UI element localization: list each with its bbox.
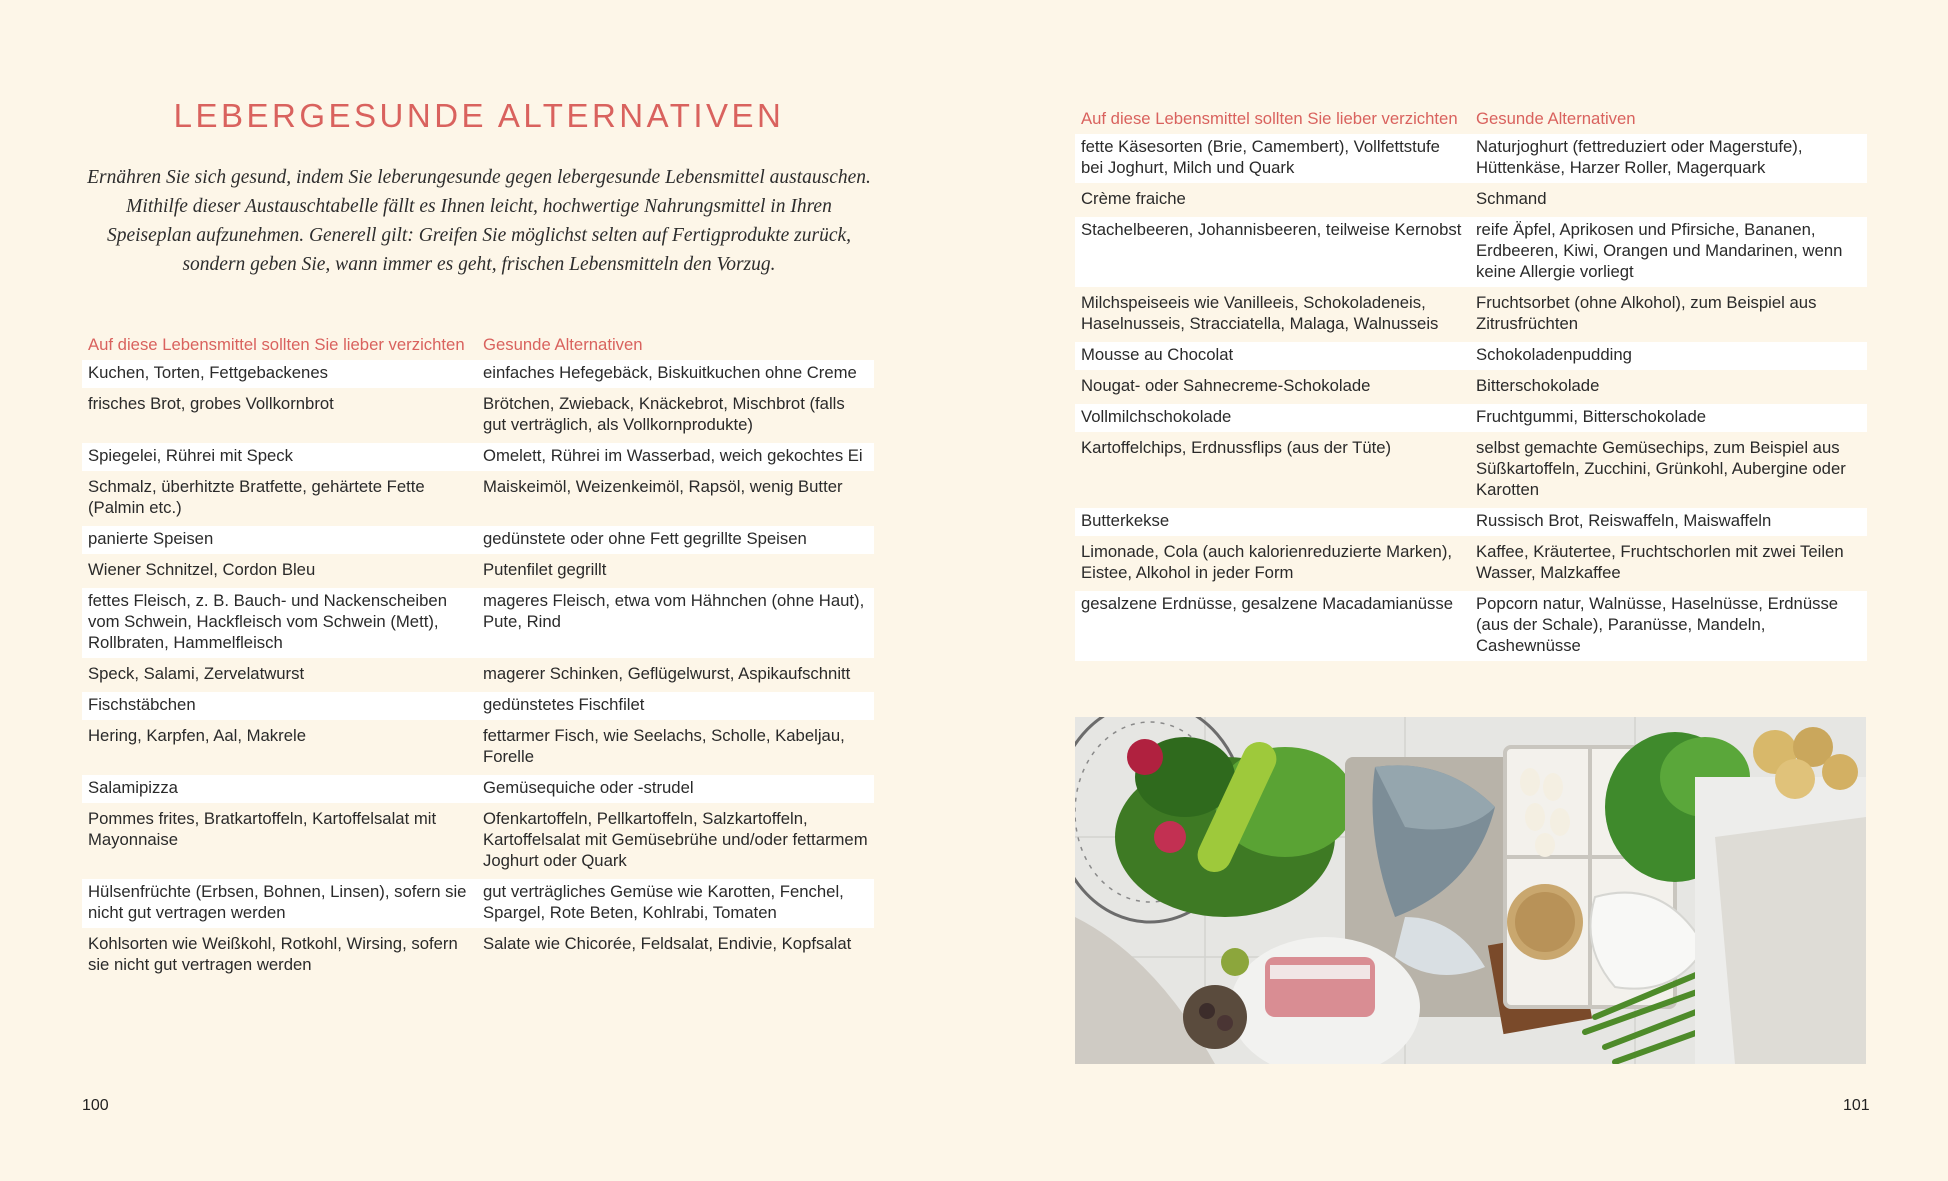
alternative-cell: Ofenkartoffeln, Pellkartoffeln, Salzkartoffeln, Kartoffelsalat mit Gemüsebrühe und/oder fettarmem Joghurt oder Quark xyxy=(477,806,874,876)
alternative-cell: fettarmer Fisch, wie Seelachs, Scholle, Kabeljau, Forelle xyxy=(477,723,874,772)
table-row xyxy=(82,931,874,980)
avoid-cell: frisches Brot, grobes Vollkornbrot xyxy=(82,391,477,440)
alternative-cell: Gemüsequiche oder -strudel xyxy=(477,775,874,803)
avoid-cell: Spiegelei, Rührei mit Speck xyxy=(82,443,477,471)
avoid-cell: Nougat- oder Sahnecreme-Schokolade xyxy=(1075,373,1470,401)
alternative-cell: Salate wie Chicorée, Feldsalat, Endivie, Kopfsalat xyxy=(477,931,874,980)
table-row xyxy=(82,526,874,554)
alternative-cell: gedünstetes Fischfilet xyxy=(477,692,874,720)
avoid-cell: Fischstäbchen xyxy=(82,692,477,720)
avoid-cell: Stachelbeeren, Johannisbeeren, teilweise Kernobst xyxy=(1075,217,1470,287)
avoid-cell: Vollmilchschokolade xyxy=(1075,404,1470,432)
table-row xyxy=(1075,217,1867,287)
avoid-cell: Hering, Karpfen, Aal, Makrele xyxy=(82,723,477,772)
avoid-cell: Crème fraiche xyxy=(1075,186,1470,214)
avoid-cell: panierte Speisen xyxy=(82,526,477,554)
avoid-cell: Limonade, Cola (auch kalorienreduzierte Marken), Eistee, Alkohol in jeder Form xyxy=(1075,539,1470,588)
alternative-cell: Maiskeimöl, Weizenkeimöl, Rapsöl, wenig Butter xyxy=(477,474,874,523)
table-row xyxy=(82,391,874,440)
table-row xyxy=(82,692,874,720)
alternative-cell: Bitterschokolade xyxy=(1470,373,1867,401)
table-header-row xyxy=(82,332,874,357)
avoid-cell: Milchspeiseeis wie Vanilleeis, Schokoladeneis, Haselnusseis, Stracciatella, Malaga, Walnusseis xyxy=(1075,290,1470,339)
table-row xyxy=(1075,508,1867,536)
column-header-avoid: Auf diese Lebensmittel sollten Sie lieber verzichten xyxy=(1081,109,1458,128)
column-header-alternative: Gesunde Alternativen xyxy=(483,335,643,354)
table-row xyxy=(82,775,874,803)
alternative-cell: Schmand xyxy=(1470,186,1867,214)
avoid-cell: Salamipizza xyxy=(82,775,477,803)
alternative-cell: mageres Fleisch, etwa vom Hähnchen (ohne Haut), Pute, Rind xyxy=(477,588,874,658)
food-photo xyxy=(1075,717,1866,1064)
alternative-cell: Kaffee, Kräutertee, Fruchtschorlen mit zwei Teilen Wasser, Malzkaffee xyxy=(1470,539,1867,588)
table-row xyxy=(1075,134,1867,183)
column-header-avoid: Auf diese Lebensmittel sollten Sie lieber verzichten xyxy=(88,335,465,354)
table-row xyxy=(1075,186,1867,214)
alternative-cell: Brötchen, Zwieback, Knäckebrot, Mischbrot (falls gut verträglich, als Vollkornprodukte) xyxy=(477,391,874,440)
alternative-cell: Omelett, Rührei im Wasserbad, weich gekochtes Ei xyxy=(477,443,874,471)
alternative-cell: Fruchtgummi, Bitterschokolade xyxy=(1470,404,1867,432)
table-row xyxy=(1075,435,1867,505)
table-row xyxy=(1075,591,1867,661)
alternative-cell: reife Äpfel, Aprikosen und Pfirsiche, Bananen, Erdbeeren, Kiwi, Orangen und Mandarinen, wenn keine Allergie vorliegt xyxy=(1470,217,1867,287)
page-number-right: 101 xyxy=(1843,1097,1870,1114)
table-row xyxy=(82,557,874,585)
table-row xyxy=(82,360,874,388)
avoid-cell: Mousse au Chocolat xyxy=(1075,342,1470,370)
avoid-cell: Pommes frites, Bratkartoffeln, Kartoffelsalat mit Mayonnaise xyxy=(82,806,477,876)
table-row xyxy=(82,661,874,689)
avoid-cell: Schmalz, überhitzte Bratfette, gehärtete Fette (Palmin etc.) xyxy=(82,474,477,523)
table-row xyxy=(1075,404,1867,432)
alternative-cell: magerer Schinken, Geflügelwurst, Aspikaufschnitt xyxy=(477,661,874,689)
avoid-cell: Speck, Salami, Zervelatwurst xyxy=(82,661,477,689)
avoid-cell: Butterkekse xyxy=(1075,508,1470,536)
alternative-cell: Putenfilet gegrillt xyxy=(477,557,874,585)
table-row xyxy=(82,588,874,658)
avoid-cell: fette Käsesorten (Brie, Camembert), Vollfettstufe bei Joghurt, Milch und Quark xyxy=(1075,134,1470,183)
food-table-left xyxy=(82,329,874,983)
alternative-cell: Fruchtsorbet (ohne Alkohol), zum Beispiel aus Zitrusfrüchten xyxy=(1470,290,1867,339)
table-header-row xyxy=(1075,106,1867,131)
alternative-cell: Naturjoghurt (fettreduziert oder Magerstufe), Hüttenkäse, Harzer Roller, Magerquark xyxy=(1470,134,1867,183)
avoid-cell: fettes Fleisch, z. B. Bauch- und Nackenscheiben vom Schwein, Hackfleisch vom Schwein (Mett), Rollbraten, Hammelfleisch xyxy=(82,588,477,658)
table-row xyxy=(1075,539,1867,588)
alternative-cell: selbst gemachte Gemüsechips, zum Beispiel aus Süßkartoffeln, Zucchini, Grünkohl, Aubergine oder Karotten xyxy=(1470,435,1867,505)
table-row xyxy=(82,443,874,471)
table-row xyxy=(82,879,874,928)
intro-paragraph: Ernähren Sie sich gesund, indem Sie leberungesunde gegen lebergesunde Lebensmittel austauschen. Mithilfe dieser Austauschtabelle fällt es Ihnen leicht, hochwertige Nahrungsmittel in Ihren Speiseplan aufzunehmen. Generell gilt: Greifen Sie möglichst selten auf Fertigprodukte zurück, sondern geben Sie, wann immer es geht, frischen Lebensmitteln den Vorzug. xyxy=(87,167,871,275)
avoid-cell: Kartoffelchips, Erdnussflips (aus der Tüte) xyxy=(1075,435,1470,505)
table-row xyxy=(82,723,874,772)
alternative-cell: Popcorn natur, Walnüsse, Haselnüsse, Erdnüsse (aus der Schale), Paranüsse, Mandeln, Cashewnüsse xyxy=(1470,591,1867,661)
avoid-cell: Kohlsorten wie Weißkohl, Rotkohl, Wirsing, sofern sie nicht gut vertragen werden xyxy=(82,931,477,980)
table-row xyxy=(1075,342,1867,370)
page-number-left: 100 xyxy=(82,1097,109,1114)
avoid-cell: gesalzene Erdnüsse, gesalzene Macadamianüsse xyxy=(1075,591,1470,661)
food-table-right xyxy=(1075,103,1867,664)
alternative-cell: gedünstete oder ohne Fett gegrillte Speisen xyxy=(477,526,874,554)
alternative-cell: Russisch Brot, Reiswaffeln, Maiswaffeln xyxy=(1470,508,1867,536)
avoid-cell: Kuchen, Torten, Fettgebackenes xyxy=(82,360,477,388)
alternative-cell: einfaches Hefegebäck, Biskuitkuchen ohne Creme xyxy=(477,360,874,388)
column-header-alternative: Gesunde Alternativen xyxy=(1476,109,1636,128)
avoid-cell: Wiener Schnitzel, Cordon Bleu xyxy=(82,557,477,585)
alternative-cell: Schokoladenpudding xyxy=(1470,342,1867,370)
table-row xyxy=(1075,373,1867,401)
table-row xyxy=(1075,290,1867,339)
page-title: LEBERGESUNDE ALTERNATIVEN xyxy=(173,97,785,134)
alternative-cell: gut verträgliches Gemüse wie Karotten, Fenchel, Spargel, Rote Beten, Kohlrabi, Tomaten xyxy=(477,879,874,928)
avoid-cell: Hülsenfrüchte (Erbsen, Bohnen, Linsen), sofern sie nicht gut vertragen werden xyxy=(82,879,477,928)
table-row xyxy=(82,474,874,523)
table-row xyxy=(82,806,874,876)
